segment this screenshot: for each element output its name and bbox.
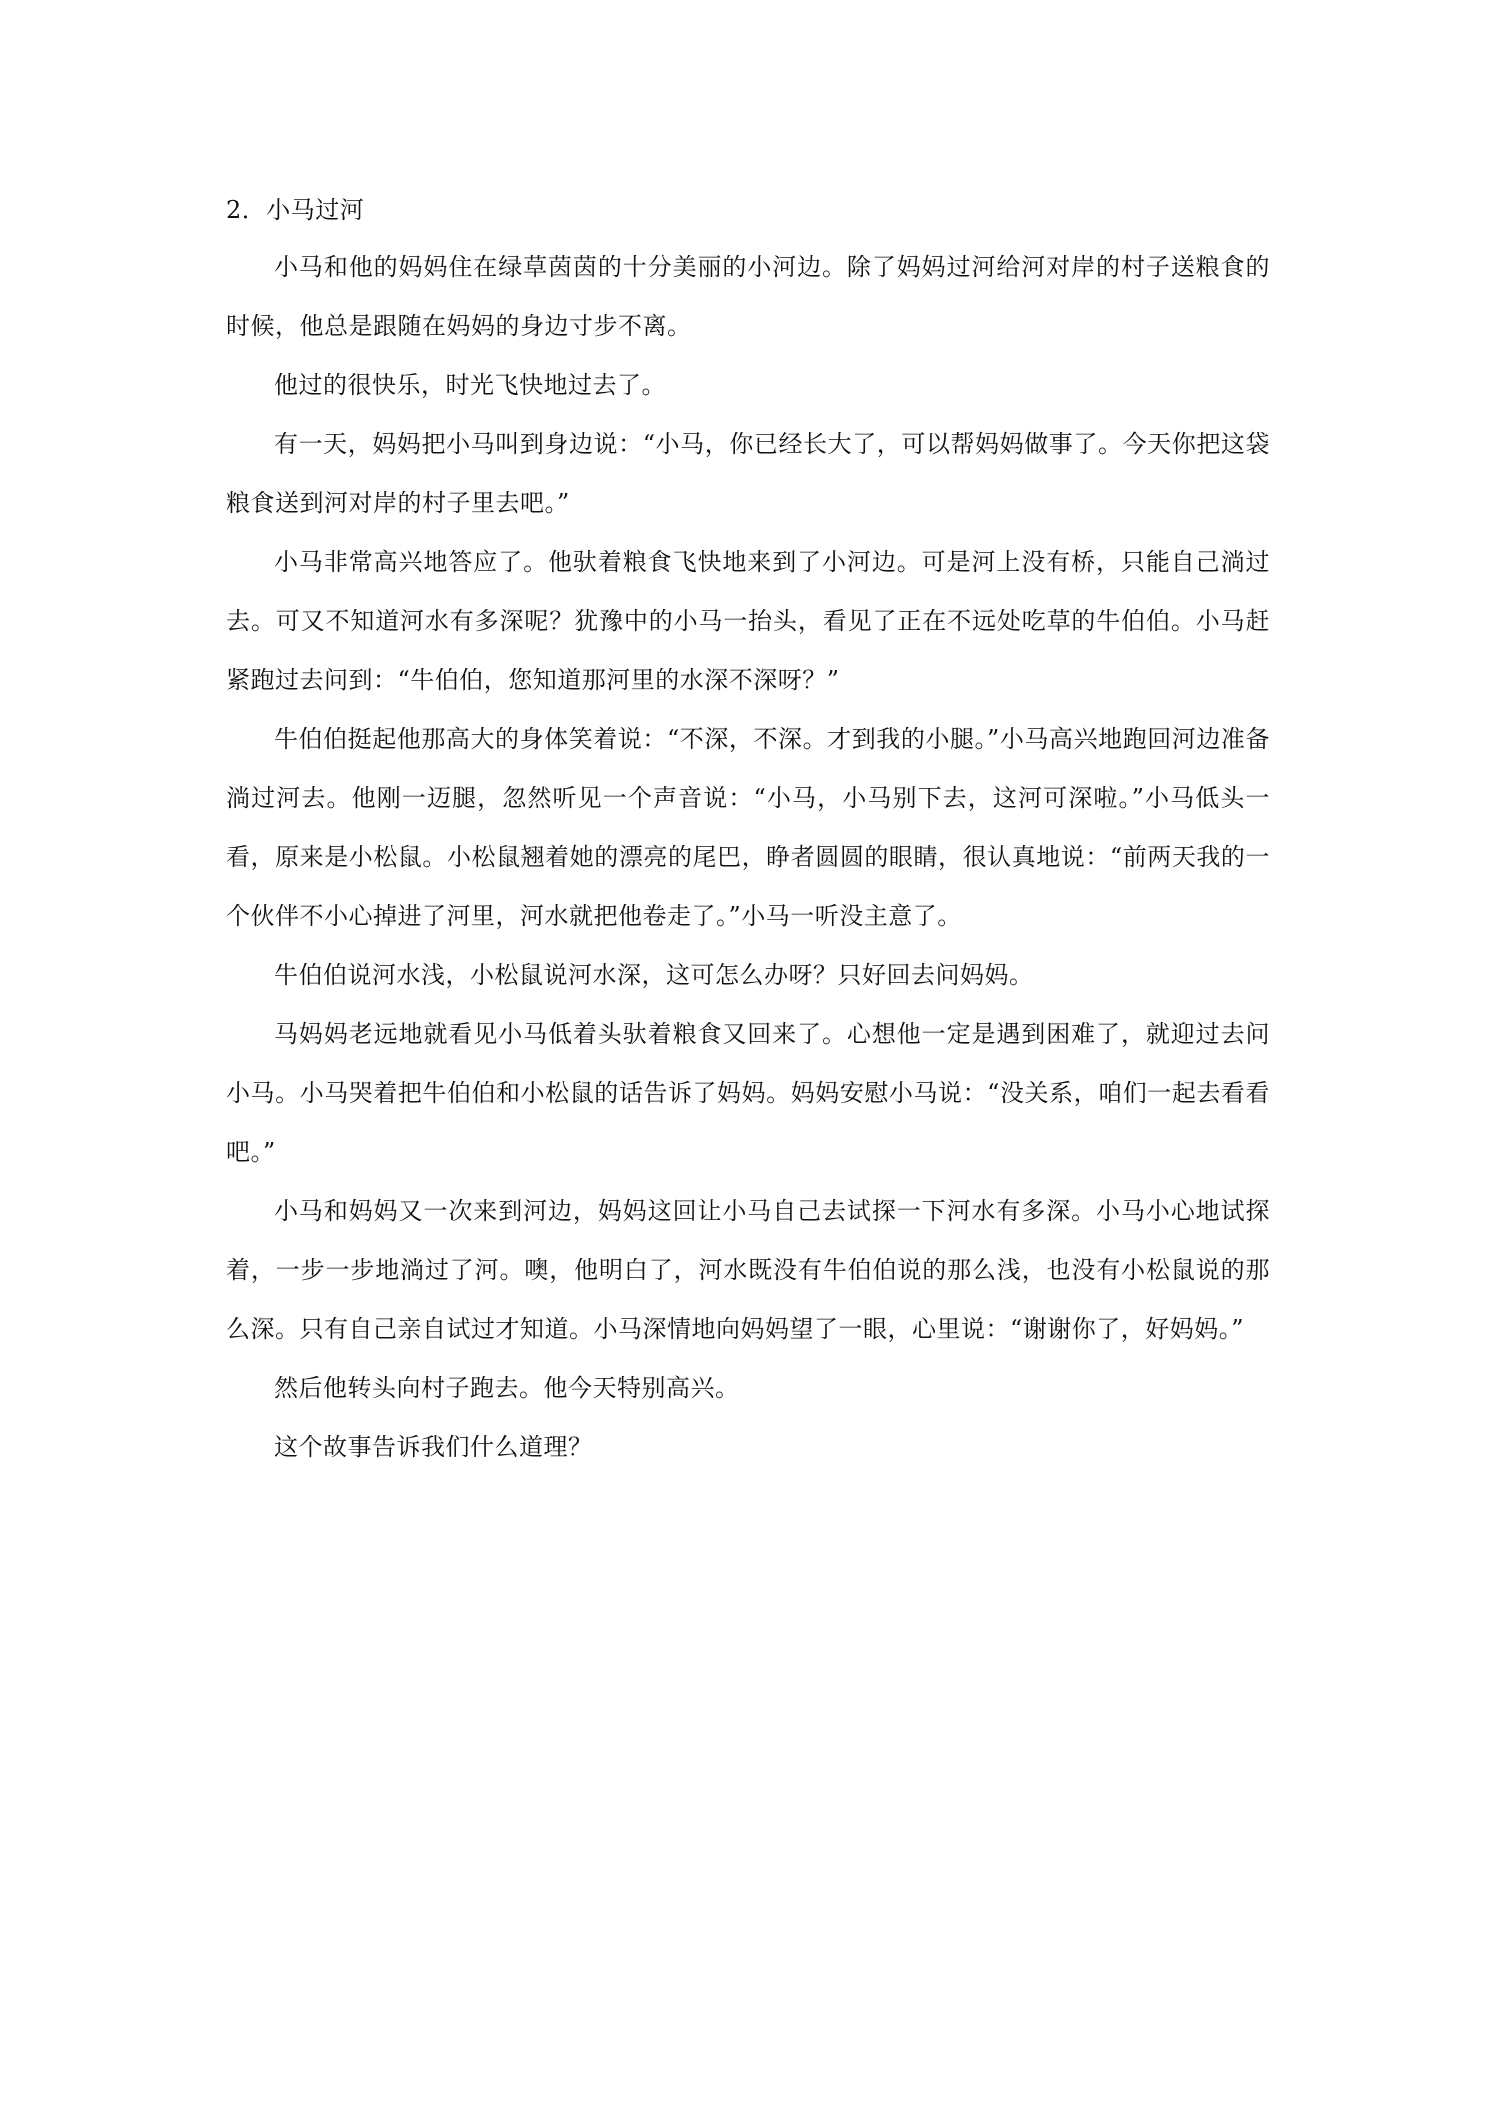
paragraph: 牛伯伯说河水浅，小松鼠说河水深，这可怎么办呀？只好回去问妈妈。	[274, 961, 1034, 989]
paragraph: 牛伯伯挺起他那高大的身体笑着说：“不深，不深。才到我的小腿。”小马高兴地跑回河边准备淌过河去。他刚一迈腿，忽然听见一个声音说：“小马，小马别下去，这河可深啦。”小马低头一看，原来是小松鼠。小松鼠翘着她的漂亮的尾巴，睁者圆圆的眼睛，很认真地说：“前两天我的一个伙伴不小心掉进了河里，河水就把他卷走了。”小马一听没主意了。	[226, 725, 1270, 930]
paragraph: 有一天，妈妈把小马叫到身边说：“小马，你已经长大了，可以帮妈妈做事了。今天你把这袋粮食送到河对岸的村子里去吧。”	[226, 430, 1270, 517]
section-heading: 2．小马过河	[226, 196, 365, 224]
document-body	[226, 190, 1270, 1477]
paragraph: 小马和妈妈又一次来到河边，妈妈这回让小马自己去试探一下河水有多深。小马小心地试探着，一步一步地淌过了河。噢，他明白了，河水既没有牛伯伯说的那么浅，也没有小松鼠说的那么深。只有自己亲自试过才知道。小马深情地向妈妈望了一眼，心里说：“谢谢你了，好妈妈。”	[226, 1197, 1270, 1343]
question-paragraph: 这个故事告诉我们什么道理？	[274, 1433, 593, 1461]
paragraph: 小马非常高兴地答应了。他驮着粮食飞快地来到了小河边。可是河上没有桥，只能自己淌过去。可又不知道河水有多深呢？犹豫中的小马一抬头，看见了正在不远处吃草的牛伯伯。小马赶紧跑过去问到：“牛伯伯，您知道那河里的水深不深呀？”	[226, 548, 1270, 694]
paragraph: 小马和他的妈妈住在绿草茵茵的十分美丽的小河边。除了妈妈过河给河对岸的村子送粮食的时候，他总是跟随在妈妈的身边寸步不离。	[226, 253, 1270, 340]
paragraph: 他过的很快乐，时光飞快地过去了。	[274, 371, 666, 399]
paragraph: 马妈妈老远地就看见小马低着头驮着粮食又回来了。心想他一定是遇到困难了，就迎过去问小马。小马哭着把牛伯伯和小松鼠的话告诉了妈妈。妈妈安慰小马说：“没关系，咱们一起去看看吧。”	[226, 1020, 1270, 1166]
paragraph: 然后他转头向村子跑去。他今天特别高兴。	[274, 1374, 740, 1402]
